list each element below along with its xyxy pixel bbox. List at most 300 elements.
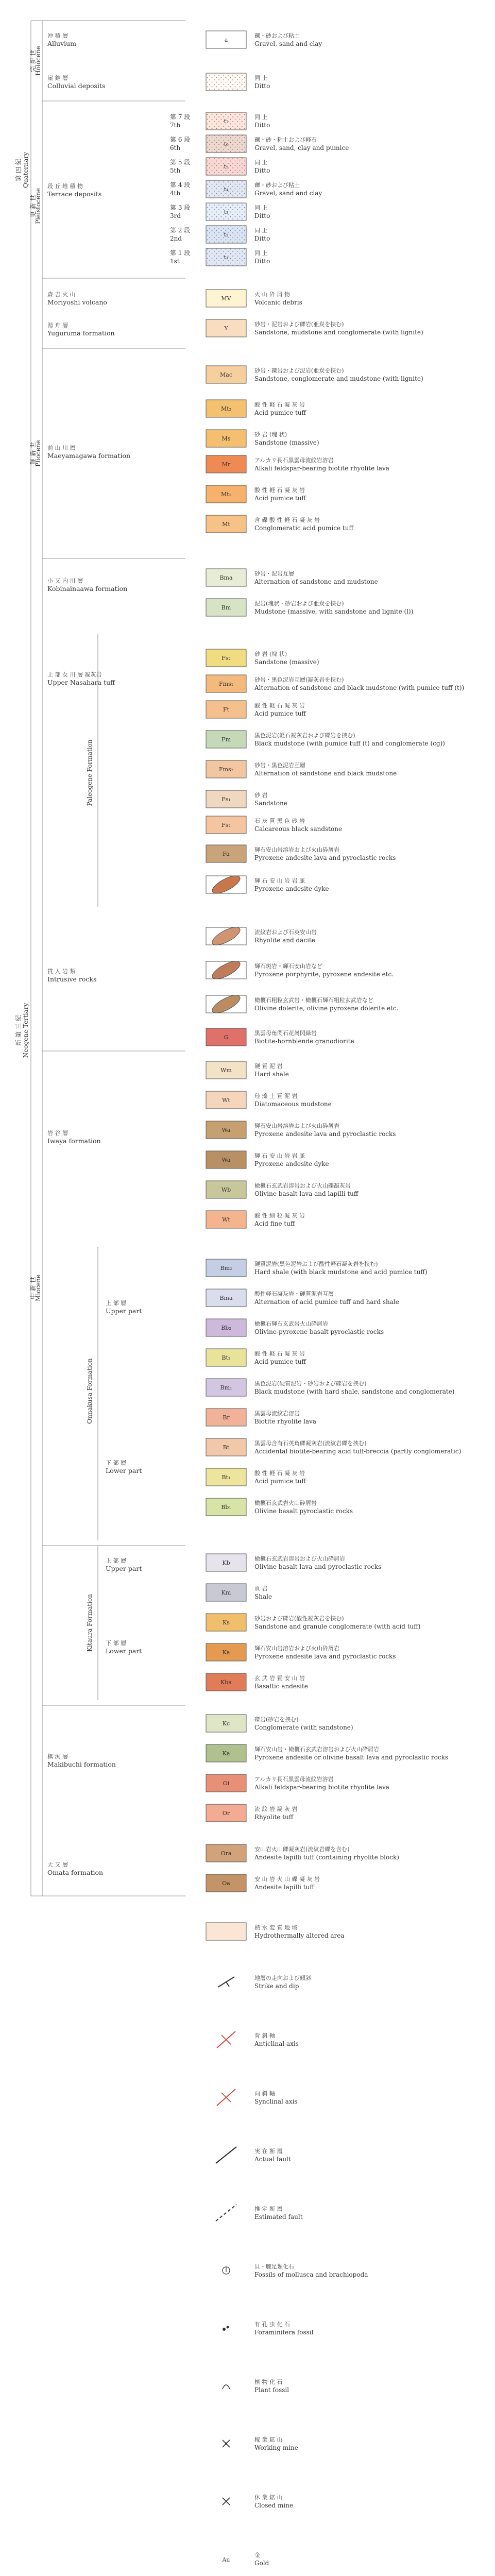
legend-entry [206,1438,461,1456]
formation-en: Upper Nasahara tuff [47,679,115,686]
formation-en: Lower part [106,1467,142,1475]
legend-entry [206,569,378,586]
formation-en: Omata formation [47,1869,104,1876]
unit-en-description: Sandstone, mudstone and conglomerate (with lignite) [254,329,423,336]
closed-mine-icon [223,2498,230,2505]
unit-jp-description: 砂岩・礫岩および泥岩(亜炭を挟む) [254,367,344,374]
legend-entry [206,1028,354,1046]
legend-entry [206,1923,344,1940]
unit-en-description: Alternation of sandstone and mudstone [254,578,378,585]
unit-en-description: Acid pumice tuff [254,495,306,502]
legend-entry [206,1091,332,1109]
legend-entry [206,31,322,48]
legend-entry [206,924,317,948]
unit-jp-description: 流 紋 岩 凝 灰 岩 [254,1806,298,1812]
symbol-en-description: Actual fault [254,2156,291,2163]
unit-jp-description: 酸性軽石凝灰岩・硬質泥岩互層 [254,1291,334,1297]
unit-jp-description: 砂 岩 (塊 状) [254,651,287,657]
unit-en-description: Acid pumice tuff [254,1358,306,1365]
terrace-step [170,159,190,174]
period-en: Neogene Tertiary [22,1003,29,1058]
unit-label: Ms [221,435,231,442]
epoch-en: Pleistocene [35,188,42,224]
unit-en-description: Andesite lapilli tuff [254,1884,314,1891]
unit-jp-description: 安山岩火山礫凝灰岩(流紋岩礫を含む) [254,1846,350,1853]
unit-jp-description: 頁 岩 [254,1585,268,1592]
unit-en-description: Hard shale [254,1071,289,1078]
group-label: Kitaura Formation [86,1594,93,1652]
unit-jp-description: 黒雲母流紋岩溶岩 [254,1410,300,1417]
unit-en-description: Black mudstone (with pumice tuff (t) and conglomerate (cg)) [254,740,445,747]
formation-name [106,1640,142,1655]
unit-label: Oi [223,1780,230,1787]
legend-entry [206,1121,396,1139]
unit-jp-description: 礫・砂および粘土 [254,32,300,39]
unit-jp-description: 砂岩・泥岩および礫岩(亜炭を挟む) [254,321,344,328]
symbol-en-description: Synclinal axis [254,2098,298,2105]
terrace-en: 2nd [170,235,182,242]
unit-label: Bt [223,1444,230,1451]
unit-jp-description: 石 灰 質 黒 色 砂 岩 [254,818,305,824]
unit-en-description: Olivine basalt pyroclastic rocks [254,1507,353,1515]
legend-entry [206,290,302,307]
legend-entry [206,992,398,1016]
unit-jp-description: 酸 性 軽 石 凝 灰 岩 [254,1470,305,1477]
unit-label: Ka [222,1750,230,1757]
legend-entry [206,1468,307,1486]
unit-jp-description: 砂 岩 [254,792,268,799]
terrace-jp: 第 7 段 [170,113,191,121]
unit-en-description: Basaltic andesite [254,1683,308,1690]
unit-label: Bm₁ [220,1384,232,1391]
formation-en: Iwaya formation [47,1137,101,1145]
formation-en: Alluvium [47,40,77,47]
legend-entry [206,790,287,808]
unit-jp-description: 安 山 岩 火 山 礫 凝 灰 岩 [254,1876,320,1883]
unit-label: Bma [219,574,233,581]
unit-jp-description: 同 上 [254,250,268,257]
unit-label: G [224,1034,229,1041]
terrace-jp: 第 2 段 [170,227,191,234]
formation-jp: 下 部 層 [106,1640,126,1647]
formation-name [106,1557,142,1572]
unit-label: t₇ [224,118,229,125]
legend-entry [206,319,423,337]
legend-entry [206,1319,384,1336]
formation-en: Makibuchi formation [47,1760,116,1768]
unit-label: Bt₁ [221,1474,231,1481]
legend-entry [206,1498,353,1516]
unit-label: Bb₁ [221,1504,231,1511]
legend-entry [206,485,307,503]
legend-entry [206,112,270,130]
plant-fossil-icon [223,2385,230,2389]
unit-en-description: Sandstone and granule conglomerate (with acid tuff) [254,1623,421,1630]
unit-label: a [224,37,228,43]
foraminifera-fossil-icon-entry [223,2320,314,2336]
unit-en-description: Gravel, sand and clay [254,190,322,197]
formation-en: Upper part [106,1565,142,1572]
unit-jp-description: 輝 石 安 山 岩 岩 脈 [254,1153,305,1159]
working-mine-icon [223,2440,230,2447]
terrace-step [170,181,190,197]
symbol-en-description: Foraminifera fossil [254,2329,314,2336]
unit-label: Y [224,325,228,332]
symbol-jp-description: 向 斜 軸 [254,2090,275,2097]
unit-jp-description: 酸 性 軽 石 凝 灰 岩 [254,702,305,709]
gold-icon-entry [221,2551,269,2567]
unit-en-description: Olivine-pyroxene basalt pyroclastic rocks [254,1328,384,1335]
symbol-en-description: Plant fossil [254,2386,289,2394]
formation-name [47,32,76,47]
strike-dip-icon [218,1977,234,1987]
unit-jp-description: 砂岩・黒色泥岩互層(凝灰岩を挟む) [254,676,344,683]
unit-jp-description: 礫岩(砂岩を挟む) [254,1716,299,1723]
unit-label: t₂ [224,231,229,238]
unit-jp-description: 礫・砂および粘土 [254,182,300,189]
unit-jp-description: 同 上 [254,75,268,81]
unit-en-description: Sandstone, conglomerate and mudstone (with lignite) [254,375,423,382]
unit-label: Fa [223,851,230,857]
unit-jp-description: 輝石安山岩溶岩および火山砕屑岩 [254,846,339,853]
legend-entry [206,1259,428,1277]
unit-jp-description: 輝石安山岩溶岩および火山砕屑岩 [254,1123,339,1129]
unit-en-description: Andesite lapilli tuff (containing rhyolite block) [254,1854,399,1861]
legend-entry [206,203,270,221]
terrace-jp: 第 6 段 [170,136,191,143]
unit-jp-description: 玄 武 岩 質 安 山 岩 [254,1675,305,1682]
anticlinal-axis-icon [217,2031,235,2048]
unit-en-description: Pyroxene andesite or olivine basalt lava and pyroclastic rocks [254,1754,449,1761]
unit-en-description: Pyroxene andesite dyke [254,885,329,892]
legend-entry [206,1409,316,1426]
legend-entry [206,1874,320,1892]
unit-en-description: Ditto [254,167,270,174]
unit-jp-description: 礫・砂・粘土および軽石 [254,137,317,143]
formation-en: Moriyoshi volcano [47,298,107,306]
legend-entry [206,1061,289,1079]
terrace-jp: 第 5 段 [170,159,191,166]
period-en: Quaternary [22,152,29,188]
unit-label: Fs₁ [221,796,231,803]
unit-en-description: Pyroxene andesite lava and pyroclastic rocks [254,1653,396,1660]
synclinal-axis-icon [217,2089,235,2106]
unit-en-description: Sandstone (massive) [254,658,319,666]
legend-entry [206,366,423,383]
unit-jp-description: 流紋岩および石英安山岩 [254,929,317,936]
unit-en-description: Conglomeratic acid pumice tuff [254,524,353,532]
legend-entry [206,73,270,91]
unit-en-description: Alternation of acid pumice tuff and hard shale [254,1298,399,1306]
unit-label: t₃ [224,209,229,215]
unit-label: Wm [220,1067,232,1074]
symbol-en-description: Strike and dip [254,1982,299,1990]
legend-entry [206,1181,359,1198]
formation-en: Kobinainaawa formation [47,585,128,592]
unit-en-description: Acid pumice tuff [254,1478,306,1485]
formation-en: Lower part [106,1647,142,1655]
closed-mine-icon-entry [223,2494,293,2509]
formation-jp: 大 又 層 [47,1861,68,1868]
symbol-en-description: Working mine [254,2444,298,2451]
symbol-en-description: Estimated fault [254,2213,303,2221]
epoch-en: Holocene [35,46,42,76]
unit-jp-description: 輝石斑岩・輝石安山岩など [254,963,322,970]
unit-en-description: Pyroxene andesite lava and pyroclastic rocks [254,1130,396,1138]
unit-en-description: Pyroxene andesite lava and pyroclastic rocks [254,854,396,861]
unit-label: Bb₂ [221,1325,231,1331]
formation-jp: 沖 積 層 [47,32,68,39]
symbol-jp-description: 有 孔 虫 化 石 [254,2321,290,2328]
terrace-jp: 第 4 段 [170,181,191,189]
formation-jp: 前 山 川 層 [47,445,76,451]
plant-fossil-icon-entry [223,2378,289,2394]
unit-en-description: Biotite rhyolite lava [254,1418,317,1425]
actual-fault-icon-entry [216,2147,291,2163]
group-label: Paleogene Formation [86,739,93,806]
unit-label: Oa [222,1880,230,1887]
unit-en-description: Ditto [254,212,270,219]
unit-en-description: Black mudstone (with hard shale, sandstone and conglomerate) [254,1388,455,1395]
anticlinal-axis-icon-entry [217,2031,299,2048]
formation-en: Upper part [106,1307,142,1315]
legend-entry [206,731,445,748]
legend-entry [206,1844,399,1862]
symbol-jp-description: 金 [254,2552,260,2558]
unit-label: Mr [221,461,231,468]
formation-en: Maeyamagawa formation [47,452,131,460]
formation-jp: 上 部 層 [106,1300,126,1307]
unit-label: Bt₂ [221,1354,231,1361]
unit-en-description: Alternation of sandstone and black mudstone (with pumice tuff (t)) [254,684,465,691]
unit-en-description: Olivine dolerite, olivine pyroxene dolerite etc. [254,1005,399,1012]
formation-jp: 段 丘 堆 積 物 [47,183,83,190]
unit-label: Wt [222,1097,230,1104]
terrace-jp: 第 3 段 [170,204,191,211]
unit-en-description: Olivine basalt lava and pyroclastic rocks [254,1563,382,1570]
formation-jp: 下 部 層 [106,1460,126,1466]
terrace-step [170,136,190,151]
fossil-mollusca-icon [223,2267,230,2274]
unit-jp-description: 橄欖石粗粒玄武岩・橄欖石輝石粗粒玄武岩など [254,997,373,1004]
formation-jp: 上 部 女 川 層 凝灰岩 [47,671,102,678]
formation-jp: 森 吉 火 山 [47,291,76,298]
legend-entry [206,1715,353,1732]
unit-jp-description: 含 礫 酸 性 軽 石 凝 灰 岩 [254,517,320,523]
terrace-step [170,113,190,129]
unit-jp-description: 砂 岩 (塊 状) [254,431,287,438]
terrace-step [170,249,190,265]
unit-label: Fm [221,736,231,743]
formation-name [47,74,105,90]
unit-jp-description: 硬 質 泥 岩 [254,1063,283,1070]
unit-label: MV [221,295,231,302]
legend-entry [206,1211,305,1228]
unit-en-description: Alternation of sandstone and black mudstone [254,770,397,777]
unit-jp-description: 黒色泥岩(軽石凝灰岩および礫岩を挟む) [254,732,355,739]
legend-entry [206,1744,448,1762]
legend-entry [206,248,270,266]
formation-jp: 槙 渕 層 [47,1753,68,1760]
unit-en-description: Hydrothermally altered area [254,1932,345,1939]
epoch-jp: 中 新 世 [29,1277,37,1299]
legend-entry [206,760,397,778]
actual-fault-icon [216,2147,236,2163]
foraminifera-fossil-icon [223,2326,229,2331]
estimated-fault-icon [216,2205,236,2221]
unit-en-description: Hard shale (with black mudstone and acid pumice tuff) [254,1268,428,1276]
legend-entry [206,180,322,198]
formation-name [47,968,96,983]
symbol-en-description: Closed mine [254,2502,294,2509]
unit-jp-description: 砂岩・黒色泥岩互層 [254,762,305,769]
unit-jp-description: 橄欖石輝石玄武岩火山砕屑岩 [254,1320,328,1327]
terrace-en: 5th [170,167,181,174]
legend-entry [206,430,319,447]
unit-en-description: Sandstone (massive) [254,439,319,446]
unit-label: Ora [220,1850,232,1857]
legend-entry [206,455,389,473]
unit-en-description: Diatomaceous mudstone [254,1100,332,1108]
unit-label: Kb [222,1560,230,1566]
unit-label: Wa [221,1127,231,1133]
symbol-en-description: Fossils of mollusca and brachiopoda [254,2271,368,2278]
unit-label: Or [222,1810,230,1817]
legend-entry [206,1151,329,1168]
epoch-jp: 更 新 世 [29,195,37,217]
estimated-fault-icon-entry [216,2205,303,2221]
terrace-step [170,227,190,242]
symbol-jp-description: 休 業 鉱 山 [254,2494,283,2501]
unit-en-description: Ditto [254,82,270,90]
unit-jp-description: 輝 石 安 山 岩 岩 脈 [254,877,305,884]
formation-name [47,291,107,306]
symbol-en-description: Gold [254,2560,269,2567]
formation-name [47,1753,116,1768]
unit-jp-description: 酸 性 軽 石 凝 灰 岩 [254,1350,305,1357]
unit-jp-description: 火 山 砕 屑 物 [254,291,290,298]
symbol-jp-description: 実 在 断 層 [254,2148,283,2155]
unit-jp-description: 同 上 [254,114,268,121]
unit-label: t₁ [224,254,229,261]
period-jp: 新 第 三 紀 [15,1015,22,1046]
unit-label: Bma [219,1295,233,1301]
unit-label: Fs₂ [221,655,231,662]
unit-jp-description: 輝石安山岩・橄欖石玄武岩溶岩および火山砕屑岩 [254,1746,379,1753]
legend-entry [206,226,270,243]
terrace-jp: 第 1 段 [170,249,191,257]
formation-name [106,1299,142,1315]
unit-label: Fs₂ [221,822,231,828]
legend-entry [206,135,349,152]
unit-en-description: Ditto [254,258,270,265]
unit-en-description: Accidental biotite-bearing acid tuff-breccia (partly conglomeratic) [254,1448,462,1455]
unit-label: Ft [223,706,230,713]
unit-en-description: Ditto [254,235,270,242]
legend-entry [206,1673,308,1691]
unit-en-description: Alkali feldspar-bearing biotite rhyolite lava [254,465,389,472]
unit-label: Ka [222,1649,230,1656]
unit-jp-description: 橄欖石玄武岩溶岩および火山砕屑岩 [254,1555,345,1562]
epoch-en: Miocene [35,1274,42,1302]
unit-jp-description: 橄欖石玄武岩火山砕屑岩 [254,1500,317,1506]
legend-entry [206,158,270,175]
fossil-mollusca-icon-entry [223,2263,368,2278]
symbol-jp-description: 植 物 化 石 [254,2379,283,2385]
terrace-en: 3rd [170,212,181,219]
unit-label: Mt [222,521,230,528]
legend-entry [206,1643,396,1661]
unit-label: Ks [223,1619,230,1626]
formation-name [47,1861,103,1876]
unit-jp-description: 黒雲母角閃石花崗閃緑岩 [254,1030,317,1037]
unit-en-description: Gravel, sand, clay and pumice [254,144,349,151]
legend-entry [206,1774,389,1792]
unit-label: Mac [220,371,232,378]
symbol-jp-description: 稼 業 鉱 山 [254,2436,283,2443]
unit-swatch [206,1923,246,1940]
unit-en-description: Calcareous black sandstone [254,825,343,833]
gold-icon [221,2556,230,2563]
symbol-jp-description: 貝・腕足類化石 [254,2263,294,2270]
legend-entry [206,515,354,533]
unit-jp-description: 同 上 [254,205,268,211]
legend-entry [206,816,342,834]
formation-name [47,577,127,592]
formation-en: Yuguruma formation [47,329,115,337]
unit-jp-description: 輝石安山岩溶岩および火山砕屑岩 [254,1645,339,1652]
terrace-en: 7th [170,122,181,129]
unit-jp-description: 黒色泥岩(硬質泥岩・砂岩および礫岩を挟む) [254,1380,367,1387]
working-mine-icon-entry [223,2436,298,2451]
symbol-en-description: Anticlinal axis [254,2040,299,2047]
unit-jp-description: 酸 性 軽 石 凝 灰 岩 [254,401,305,408]
formation-name [47,1129,101,1145]
unit-label: Fms₂ [218,766,234,773]
legend-entry [206,845,396,862]
unit-label: Mt₁ [220,491,232,498]
legend-entry [206,675,464,692]
unit-jp-description: 同 上 [254,227,268,234]
terrace-en: 6th [170,144,181,151]
epoch-jp: 完 新 世 [29,49,37,72]
unit-label: Wa [221,1157,231,1163]
terrace-en: 4th [170,190,181,197]
formation-name [47,322,115,337]
formation-jp: 岩 谷 層 [47,1130,68,1137]
unit-label: Kba [220,1679,232,1686]
unit-en-description: Rhyolite tuff [254,1814,294,1821]
unit-en-description: Biotite-hornblende granodiorite [254,1038,354,1045]
swatch-pattern [206,73,246,91]
unit-jp-description: 同 上 [254,159,268,166]
unit-jp-description: 酸 性 軽 石 凝 灰 岩 [254,487,305,494]
legend-entry [206,1554,381,1571]
formation-jp: 上 部 層 [106,1557,126,1564]
unit-label: Wt [222,1216,230,1223]
legend-entry [206,649,319,667]
formation-name [47,444,130,460]
unit-en-description: Mudstone (massive, with sandstone and lignite (l)) [254,608,414,615]
unit-label: t₄ [224,186,229,193]
legend-entry [206,599,413,616]
formation-en: Terrace deposits [47,190,102,198]
formation-jp: 崖 錐 層 [47,75,68,81]
unit-jp-description: アルカリ長石黒雲母流紋岩溶岩 [254,1776,334,1783]
unit-label: Bm₂ [220,1265,232,1272]
unit-en-description: Acid pumice tuff [254,710,306,717]
formation-en: Intrusive rocks [47,975,97,983]
